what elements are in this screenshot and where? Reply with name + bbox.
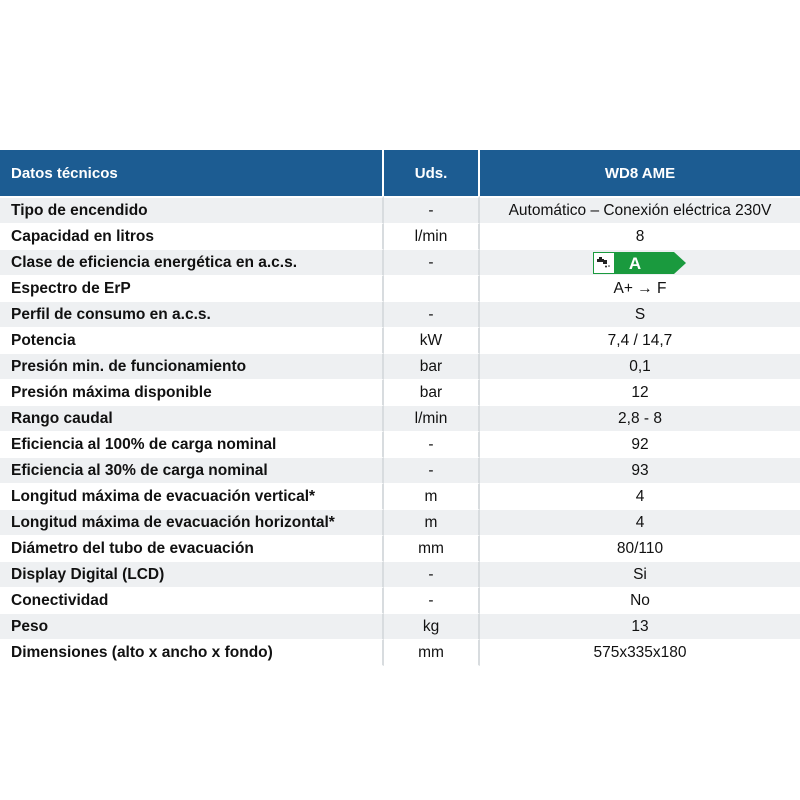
- row-unit: kW: [384, 328, 480, 354]
- row-parameter: Conectividad: [0, 588, 384, 614]
- row-unit: -: [384, 250, 480, 276]
- row-value: 575x335x180: [480, 640, 800, 666]
- row-value-energy-class: [480, 250, 800, 276]
- row-unit: [384, 276, 480, 302]
- table-row: [0, 432, 800, 458]
- row-value: No: [480, 588, 800, 614]
- row-parameter: Peso: [0, 614, 384, 640]
- energy-class-letter: A: [628, 253, 642, 273]
- row-unit: -: [384, 196, 480, 224]
- table-row: [0, 614, 800, 640]
- table-row: [0, 484, 800, 510]
- row-value: Si: [480, 562, 800, 588]
- row-unit: -: [384, 562, 480, 588]
- row-parameter: Eficiencia al 100% de carga nominal: [0, 432, 384, 458]
- table-row: [0, 276, 800, 302]
- row-parameter: Longitud máxima de evacuación vertical*: [0, 484, 384, 510]
- row-unit: bar: [384, 380, 480, 406]
- row-unit: m: [384, 510, 480, 536]
- table-row: [0, 640, 800, 666]
- energy-class-label: [593, 252, 687, 274]
- row-unit: -: [384, 432, 480, 458]
- row-value: 93: [480, 458, 800, 484]
- row-unit: -: [384, 458, 480, 484]
- row-parameter: Presión min. de funcionamiento: [0, 354, 384, 380]
- row-value: 8: [480, 224, 800, 250]
- row-unit: mm: [384, 536, 480, 562]
- technical-data-table: [0, 150, 800, 661]
- row-parameter: Diámetro del tubo de evacuación: [0, 536, 384, 562]
- row-value: Automático – Conexión eléctrica 230V: [480, 196, 800, 224]
- table-row: [0, 380, 800, 406]
- table-row: [0, 406, 800, 432]
- header-units: Uds.: [384, 150, 480, 196]
- row-value: 92: [480, 432, 800, 458]
- table-row: [0, 302, 800, 328]
- spec-table: [0, 150, 800, 666]
- table-row: [0, 510, 800, 536]
- row-unit: m: [384, 484, 480, 510]
- row-value: 4: [480, 484, 800, 510]
- row-value: A+ → F: [480, 276, 800, 302]
- table-header: [0, 150, 800, 196]
- row-parameter: Clase de eficiencia energética en a.c.s.: [0, 250, 384, 276]
- row-unit: bar: [384, 354, 480, 380]
- header-model: WD8 AME: [480, 150, 800, 196]
- table-row: [0, 196, 800, 224]
- row-value: 2,8 - 8: [480, 406, 800, 432]
- row-parameter: Longitud máxima de evacuación horizontal*: [0, 510, 384, 536]
- row-parameter: Capacidad en litros: [0, 224, 384, 250]
- row-parameter: Presión máxima disponible: [0, 380, 384, 406]
- row-value: S: [480, 302, 800, 328]
- row-value: 0,1: [480, 354, 800, 380]
- table-row: [0, 458, 800, 484]
- header-parameter: Datos técnicos: [0, 150, 384, 196]
- row-value: 4: [480, 510, 800, 536]
- table-row: [0, 588, 800, 614]
- row-value: 80/110: [480, 536, 800, 562]
- row-parameter: Display Digital (LCD): [0, 562, 384, 588]
- row-parameter: Perfil de consumo en a.c.s.: [0, 302, 384, 328]
- table-row: [0, 562, 800, 588]
- table-row: [0, 328, 800, 354]
- row-unit: -: [384, 302, 480, 328]
- table-row: [0, 536, 800, 562]
- row-parameter: Eficiencia al 30% de carga nominal: [0, 458, 384, 484]
- table-row: [0, 224, 800, 250]
- row-value: 7,4 / 14,7: [480, 328, 800, 354]
- row-parameter: Tipo de encendido: [0, 196, 384, 224]
- row-parameter: Potencia: [0, 328, 384, 354]
- row-unit: mm: [384, 640, 480, 666]
- row-unit: kg: [384, 614, 480, 640]
- row-value: 12: [480, 380, 800, 406]
- table-row: [0, 250, 800, 276]
- row-unit: l/min: [384, 224, 480, 250]
- row-parameter: Rango caudal: [0, 406, 384, 432]
- energy-arrow: [593, 252, 687, 274]
- table-body: [0, 196, 800, 666]
- row-unit: -: [384, 588, 480, 614]
- row-unit: l/min: [384, 406, 480, 432]
- table-row: [0, 354, 800, 380]
- row-parameter: Espectro de ErP: [0, 276, 384, 302]
- row-parameter: Dimensiones (alto x ancho x fondo): [0, 640, 384, 666]
- row-value: 13: [480, 614, 800, 640]
